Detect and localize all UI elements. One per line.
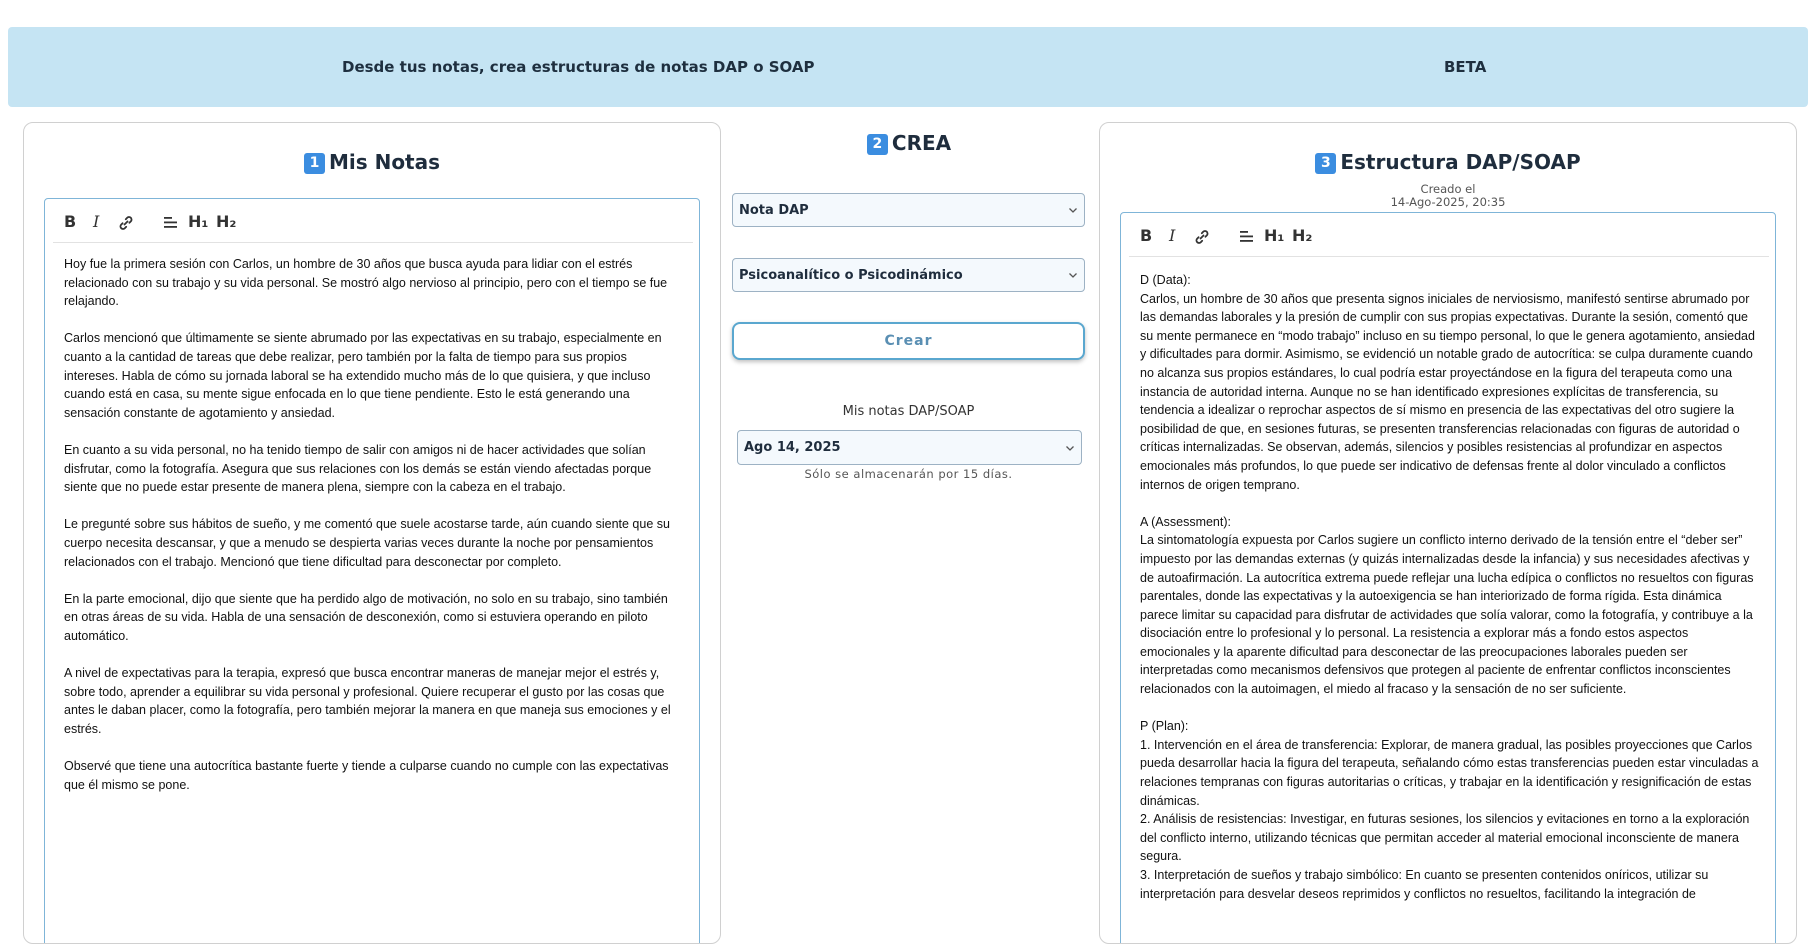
approach-select[interactable] — [732, 258, 1085, 292]
notes-title-text: Mis Notas — [328, 150, 441, 174]
text-paragraph: A nivel de expectativas para la terapia, expresó que busca encontrar maneras de manejar mejor el estrés y, sobre todo, aprender a equilibrar su vida personal y profesional. Quiere recuperar el gusto por las cosas que antes le daban placer, como la fotografía, pero también mejorar la manera en que maneja sus emociones y el estrés. — [64, 666, 671, 736]
structure-title — [1100, 150, 1796, 174]
text-paragraph: P (Plan): 1. Intervención en el área de transferencia: Explorar, de manera gradual, las posibles proyecciones que Carlos pueda desarrollar hacia la figura del terapeuta, señalando cómo estas transferencias pueden estar vinculadas a relaciones tempranas con figuras autoritarias o críticas, y trabajar en la identificación y resignificación de estas dinámicas. 2. Análisis de resistencias: Investigar, en futuras sesiones, los silencios y evitaciones en torno a la exploración del conflicto interno, utilizando técnicas que permitan acceder al material emocional inconsciente de manera segura. 3. Interpretación de sueños y trabajo simbólico: En cuanto se presenten contenidos oníricos, utilizar su interpretación para desvelar deseos reprimidos y conflictos no resueltos, facilitando la integración de — [1140, 719, 1759, 901]
link-button[interactable] — [1194, 226, 1210, 246]
h2-button[interactable]: H₂ — [216, 212, 237, 231]
link-button[interactable] — [118, 212, 134, 232]
h2-button[interactable]: H₂ — [1292, 226, 1313, 245]
saved-notes-value: Ago 14, 2025 — [744, 440, 841, 455]
notes-toolbar — [45, 199, 699, 243]
link-icon — [118, 212, 134, 232]
created-date: 14-Ago-2025, 20:35 — [1390, 195, 1506, 209]
notes-title — [24, 150, 720, 174]
banner-subtitle: Desde tus notas, crea estructuras de notas DAP o SOAP — [342, 58, 815, 76]
text-paragraph: Le pregunté sobre sus hábitos de sueño, y me comentó que suele acostarse tarde, aún cuando siente que su cuerpo necesita descansar, y que a menudo se despierta varias veces durante la noche por pensamientos relacionados con el trabajo. Mencionó que tiene dificultad para desconectar por completo. — [64, 517, 670, 569]
storage-note: Sólo se almacenarán por 15 días. — [804, 467, 1013, 481]
create-title-text: CREA — [891, 131, 952, 155]
notes-content[interactable] — [64, 255, 684, 813]
create-button[interactable]: Crear — [732, 322, 1085, 360]
saved-notes-select[interactable] — [737, 430, 1082, 465]
italic-button[interactable]: I — [1169, 226, 1176, 245]
beta-label: BETA — [1444, 58, 1487, 76]
bold-button[interactable]: B — [64, 212, 77, 231]
chevron-down-icon — [1068, 271, 1078, 279]
notes-editor[interactable] — [44, 198, 700, 944]
align-button[interactable] — [1239, 226, 1255, 246]
bold-button[interactable]: B — [1140, 226, 1153, 245]
step-2-badge: 2 — [867, 134, 888, 155]
italic-button[interactable]: I — [93, 212, 100, 231]
text-paragraph: Carlos mencionó que últimamente se siente abrumado por las expectativas en su trabajo, especialmente en cuanto a la cantidad de tareas que debe realizar, pero también por la falta de tiempo para sus propios intereses. Habla de cómo su jornada laboral se ha extendido mucho más de lo que quisiera, y que incluso cuando está en casa, su mente sigue enfocada en lo que tiene pendiente. Esto le está generando una sensación constante de agotamiento y ansiedad. — [64, 331, 662, 420]
link-icon — [1194, 226, 1210, 246]
text-paragraph: En la parte emocional, dijo que siente que ha perdido algo de motivación, no solo en su trabajo, sino también en otras áreas de su vida. Habla de una sensación de desconexión, como si estuviera operando en piloto automático. — [64, 591, 668, 643]
text-paragraph: D (Data): Carlos, un hombre de 30 años que presenta signos iniciales de nerviosismo, manifestó sentirse abrumado por las demandas laborales y la presión de cumplir con sus propias expectativas. Durante la sesión, comentó que su mente permanece en “modo trabajo” incluso en su tiempo personal, lo que le genera agotamiento, ansiedad y dificultades para dormir. Asimismo, se evidenció un notable grado de autocrítica: se culpa duramente cuando no alcanza sus propios estándares, lo cual podría estar proyectándose en la figura del terapeuta como una instancia de autoridad interna. Aunque no se han identificado expresiones explícitas de transferencia, su tendencia a idealizar o reprochar aspectos de sí mismo en presencia de las expectativas del otro sugiere la posibilidad de que, en sesiones futuras, se presenten transferencias relacionadas con figuras de autoridad o críticas internalizadas. Se observan, además, silencios y posibles resistencias al profundizar en aspectos emocionales más profundos, lo que puede ser indicativo de defensas frente al dolor vinculado a conflictos internos de origen temprano. — [1140, 273, 1755, 492]
align-left-icon — [163, 212, 179, 232]
chevron-down-icon — [1068, 206, 1078, 214]
text-paragraph: Observé que tiene una autocrítica bastante fuerte y tiende a culparse cuando no cumple con las expectativas que él mismo se pone. — [64, 759, 669, 792]
h1-button[interactable]: H₁ — [1264, 226, 1285, 245]
created-label: Creado el — [1420, 182, 1476, 196]
text-paragraph: Hoy fue la primera sesión con Carlos, un hombre de 30 años que busca ayuda para lidiar con el estrés relacionado con su trabajo y su vida personal. Se mostró algo nervioso al principio, pero con el tiempo se fue relajando. — [64, 257, 668, 309]
structure-title-text: Estructura DAP/SOAP — [1340, 150, 1581, 174]
structure-content[interactable] — [1140, 271, 1760, 922]
align-button[interactable] — [163, 212, 179, 232]
approach-value: Psicoanalítico o Psicodinámico — [739, 267, 963, 283]
note-type-select[interactable] — [732, 193, 1085, 227]
h1-button[interactable]: H₁ — [188, 212, 209, 231]
text-paragraph: A (Assessment): La sintomatología expuesta por Carlos sugiere un conflicto interno derivado de la tensión entre el “deber ser” impuesto por las demandas externas (y quizás internalizadas desde la infancia) y sus necesidades afectivas y de autoafirmación. La autocrítica extrema puede reflejar una lucha edípica o conflictos no resueltos con figuras parentales, donde las expectativas y la autoexigencia se han interiorizado de forma rígida. Esta dinámica parece limitar su capacidad para disfrutar de actividades que solía valorar, como la fotografía, y contribuye a la disociación entre lo profesional y lo personal. La resistencia a explorar más a fondo estos aspectos emocionales y la aparente dificultad para desconectar de las preocupaciones laborales pueden ser interpretadas como mecanismos defensivos que protegen al paciente de enfrentar conflictos inconscientes relacionados con la autoimagen, el miedo al fracaso y la sensación de no ser suficiente. — [1140, 514, 1754, 697]
text-paragraph: En cuanto a su vida personal, no ha tenido tiempo de salir con amigos ni de hacer actividades que solían disfrutar, como la fotografía. Asegura que sus relaciones con los demás se están viendo afectadas porque siente que no puede estar presente de manera plena, siempre con la cabeza en el trabajo. — [64, 442, 652, 495]
structure-toolbar — [1121, 213, 1775, 257]
structure-panel — [1099, 122, 1797, 944]
notes-panel — [23, 122, 721, 944]
step-3-badge: 3 — [1315, 153, 1336, 174]
step-1-badge: 1 — [304, 153, 325, 174]
align-left-icon — [1239, 226, 1255, 246]
structure-editor[interactable] — [1120, 212, 1776, 944]
chevron-down-icon — [1065, 444, 1075, 452]
create-title — [719, 131, 1099, 155]
top-banner — [8, 27, 1808, 107]
note-type-value: Nota DAP — [739, 202, 809, 218]
my-notes-label: Mis notas DAP/SOAP — [842, 404, 975, 419]
